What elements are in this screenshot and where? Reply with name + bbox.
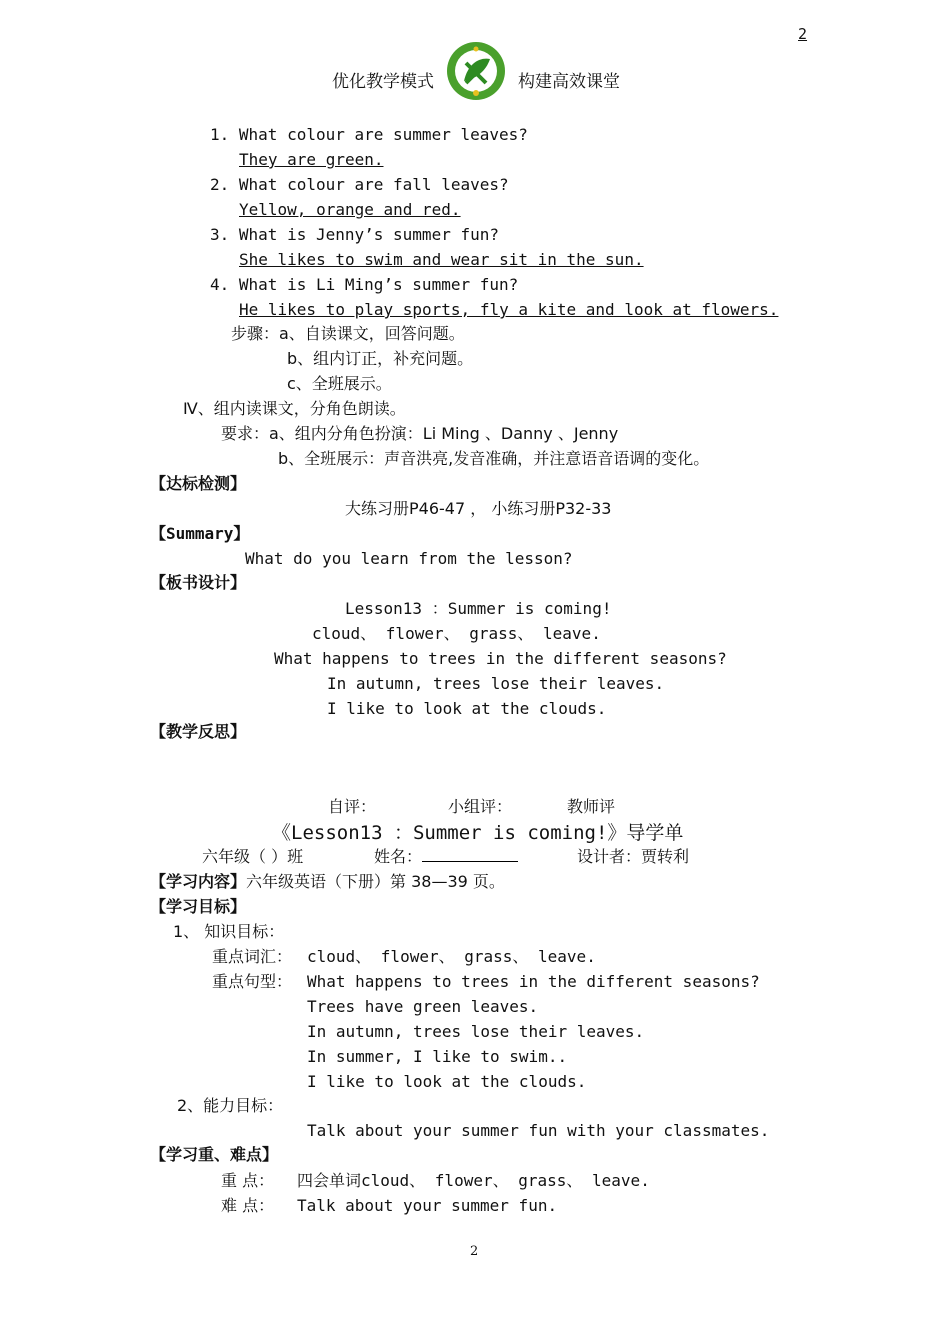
answer-4: He likes to play sports, fly a kite and look at flowers. — [239, 300, 779, 319]
board-line-5: I like to look at the clouds. — [327, 699, 607, 718]
guide-designer: 设计者：贾转利 — [577, 847, 690, 866]
header-left-text: 优化教学模式 — [332, 72, 434, 92]
vocab-words: cloud、 flower、 grass、 leave. — [307, 947, 596, 966]
sentence-1: What happens to trees in the different seasons? — [307, 972, 760, 991]
guide-goal2: 2、能力目标： — [177, 1096, 284, 1115]
board-line-2: cloud、 flower、 grass、 leave. — [312, 624, 601, 643]
page-number-bottom: 2 — [470, 1244, 479, 1259]
board-line-1: Lesson13 ：Summer is coming! — [345, 599, 612, 618]
header-right-text: 构建高效课堂 — [518, 72, 620, 92]
reflection-heading: 【教学反思】 — [150, 722, 247, 741]
answer-1: They are green. — [239, 150, 384, 169]
steps-b: b、组内订正，补充问题。 — [287, 349, 474, 368]
key-label: 重 点： — [221, 1171, 275, 1190]
question-3: 3. What is Jenny’s summer fun? — [210, 225, 499, 244]
name-blank-line — [422, 847, 518, 862]
sentence-5: I like to look at the clouds. — [307, 1072, 587, 1091]
guide-goal1: 1、 知识目标： — [173, 922, 285, 941]
question-1: 1. What colour are summer leaves? — [210, 125, 528, 144]
check-heading: 【达标检测】 — [150, 474, 247, 493]
guide-content: 【学习内容】六年级英语（下册）第 38—39 页。 — [150, 872, 505, 891]
summary-heading: 【Summary】 — [150, 524, 250, 543]
section4-title: Ⅳ、组内读课文，分角色朗读。 — [183, 399, 406, 418]
diff-label: 难 点： — [221, 1196, 275, 1215]
board-heading: 【板书设计】 — [150, 573, 247, 592]
section4-req-a: 要求：a、组内分角色扮演：Li Ming 、Danny 、Jenny — [221, 424, 619, 443]
page-number-top: 2 — [798, 25, 808, 43]
eval-group: 小组评： — [448, 797, 513, 816]
diff-content: Talk about your summer fun. — [297, 1196, 558, 1215]
answer-2: Yellow, orange and red. — [239, 200, 461, 219]
guide-grade: 六年级（ ）班 — [202, 847, 304, 866]
key-heading: 【学习重、难点】 — [150, 1145, 279, 1164]
answer-3: She likes to swim and wear sit in the sun. — [239, 250, 644, 269]
guide-title: 《Lesson13 ：Summer is coming!》导学单 — [272, 822, 684, 844]
ability-text: Talk about your summer fun with your classmates. — [307, 1121, 770, 1140]
steps-a: 步骤：a、自读课文，回答问题。 — [231, 324, 465, 343]
school-badge-icon — [446, 41, 506, 101]
sentence-label: 重点句型： — [212, 972, 293, 991]
guide-goals-heading: 【学习目标】 — [150, 897, 247, 916]
section4-req-b: b、全班展示：声音洪亮,发音准确，并注意语音语调的变化。 — [278, 449, 710, 468]
check-content: 大练习册P46-47 ， 小练习册P32-33 — [345, 499, 612, 518]
guide-name: 姓名： — [374, 847, 518, 867]
sentence-4: In summer, I like to swim.. — [307, 1047, 568, 1066]
sentence-2: Trees have green leaves. — [307, 997, 539, 1016]
sentence-3: In autumn, trees lose their leaves. — [307, 1022, 645, 1041]
question-2: 2. What colour are fall leaves? — [210, 175, 509, 194]
steps-c: c、全班展示。 — [287, 374, 392, 393]
question-4: 4. What is Li Ming’s summer fun? — [210, 275, 519, 294]
vocab-label: 重点词汇： — [212, 947, 293, 966]
summary-content: What do you learn from the lesson? — [245, 549, 573, 568]
eval-teacher: 教师评 — [567, 797, 616, 816]
eval-self: 自评： — [328, 797, 377, 816]
board-line-3: What happens to trees in the different seasons? — [274, 649, 727, 668]
key-content: 四会单词cloud、 flower、 grass、 leave. — [297, 1171, 650, 1190]
board-line-4: In autumn, trees lose their leaves. — [327, 674, 665, 693]
